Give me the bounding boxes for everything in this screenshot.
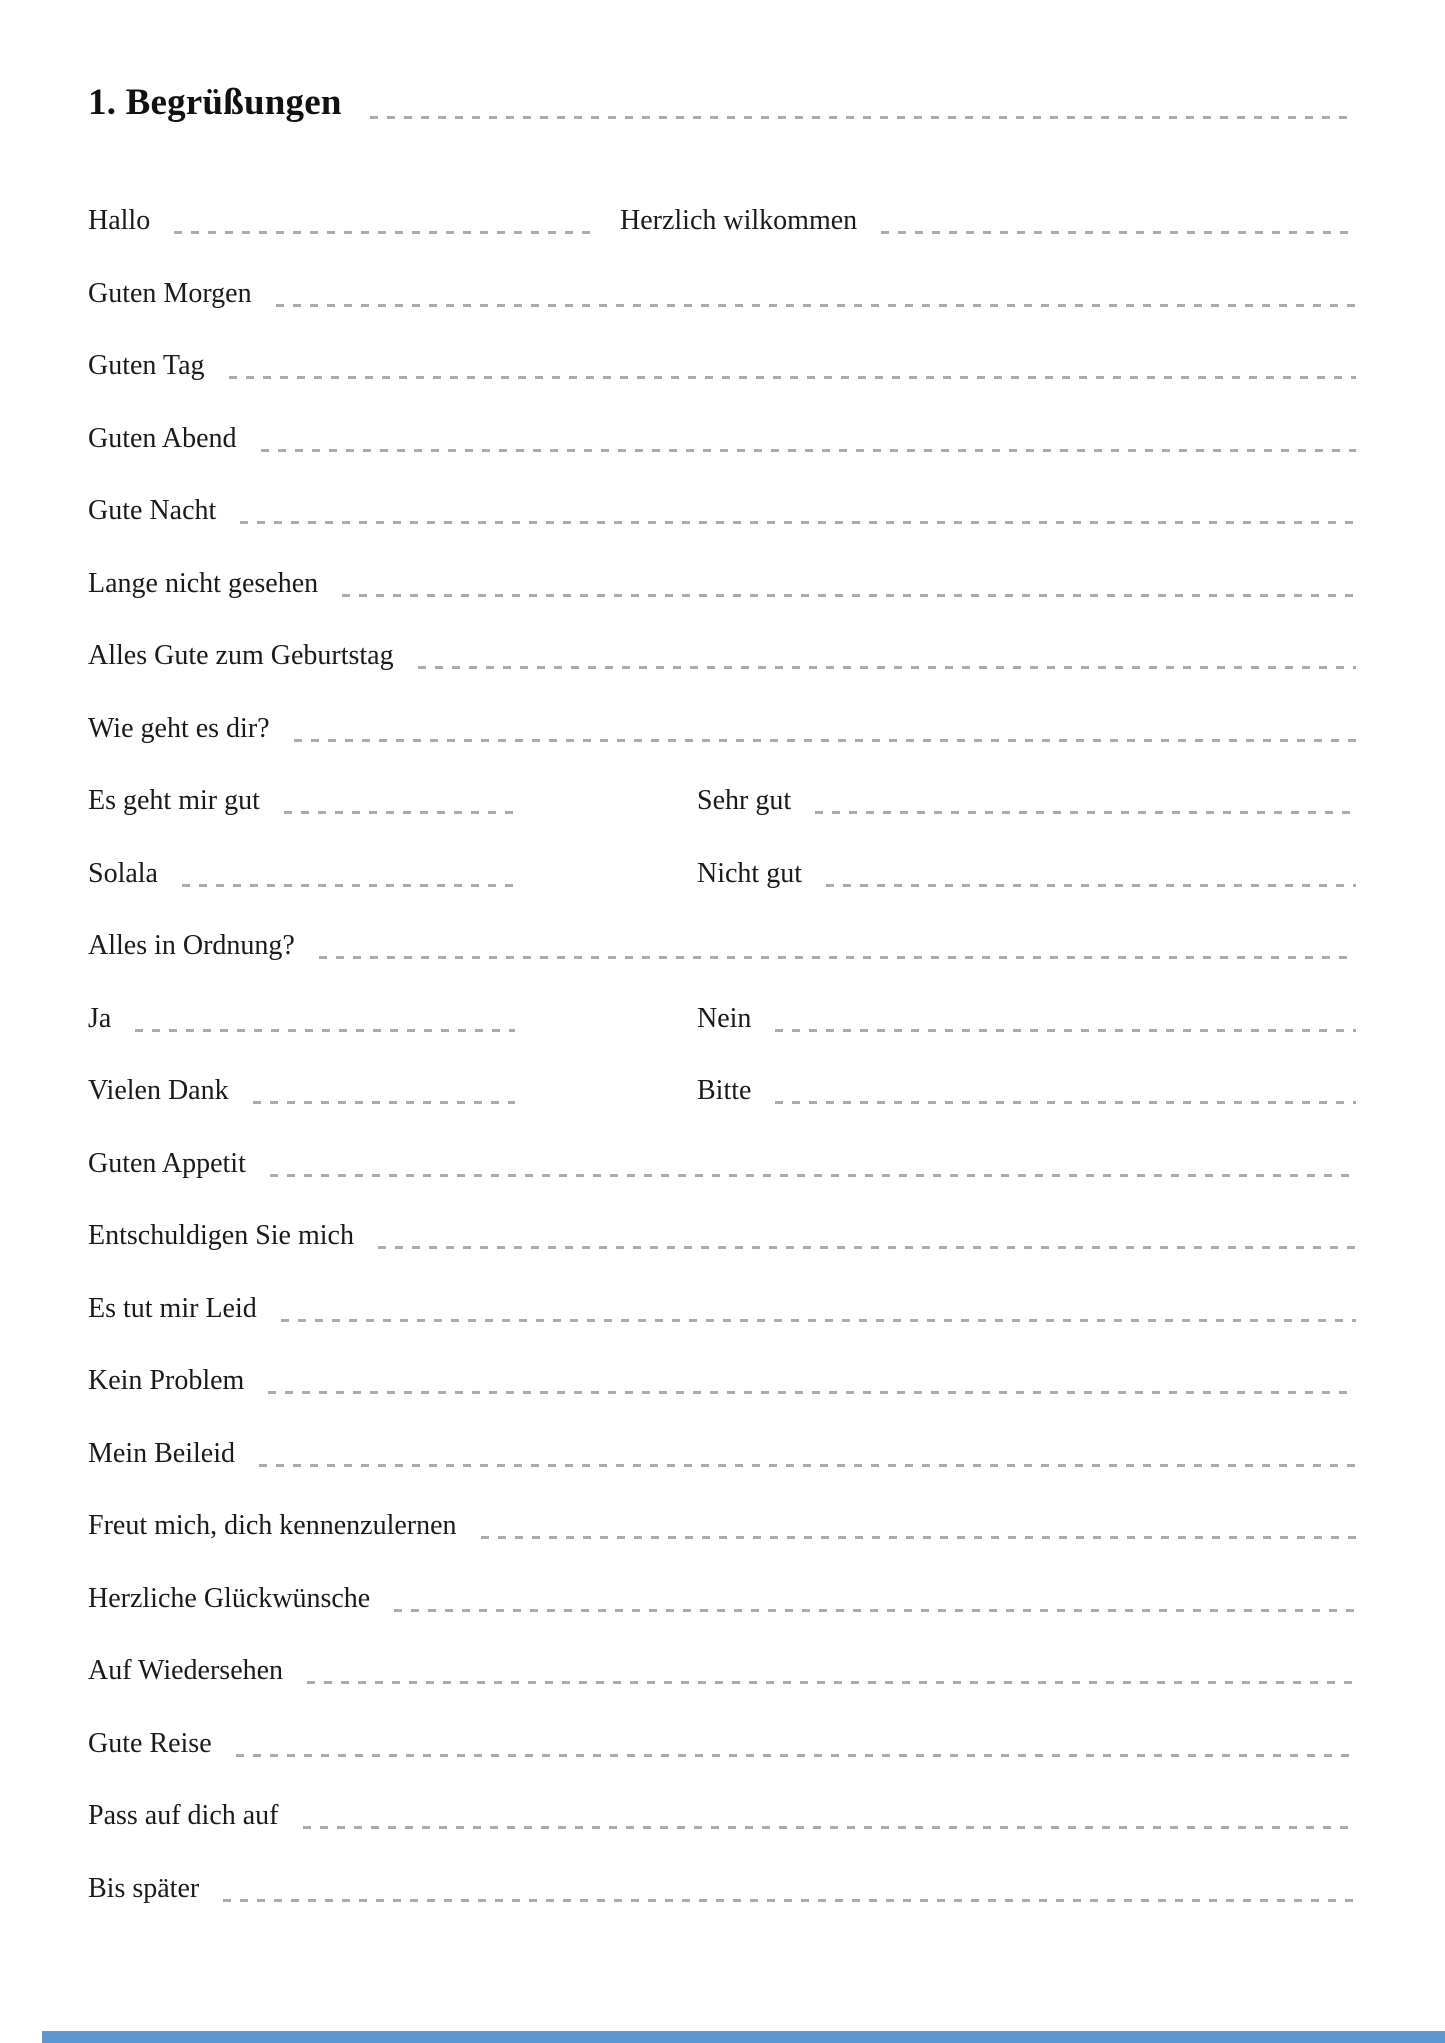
phrase-label: Herzliche Glückwünsche — [88, 1582, 371, 1614]
phrase-row — [88, 1362, 1358, 1399]
phrase-cell-right — [697, 1000, 1358, 1037]
section-header — [88, 80, 1358, 126]
phrase-label: Kein Problem — [88, 1365, 245, 1396]
answer-line — [418, 666, 1356, 669]
next-section-bar — [42, 2031, 1445, 2043]
phrase-row — [88, 1507, 1358, 1544]
phrase-row — [88, 637, 1358, 674]
phrase-row — [88, 492, 1358, 529]
answer-line — [303, 1826, 1356, 1829]
phrase-row — [88, 1435, 1358, 1472]
phrase-row — [88, 1290, 1358, 1327]
phrase-row — [88, 1000, 1358, 1037]
phrase-label: Es geht mir gut — [88, 785, 260, 816]
phrase-label: Gute Reise — [88, 1727, 212, 1759]
phrase-row — [88, 1797, 1358, 1834]
phrase-cell-left — [88, 1000, 517, 1037]
answer-line — [261, 449, 1356, 452]
phrase-label: Wie geht es dir? — [88, 712, 270, 744]
phrase-label: Herzlich wilkommen — [620, 205, 858, 236]
phrase-row — [88, 565, 1358, 602]
phrase-label: Guten Tag — [88, 350, 205, 381]
phrase-row — [88, 1217, 1358, 1254]
answer-line — [394, 1609, 1356, 1612]
answer-line — [284, 811, 515, 814]
answer-line — [135, 1029, 515, 1032]
phrase-cell-left — [88, 782, 517, 819]
answer-line — [268, 1391, 1356, 1394]
phrase-label: Bitte — [697, 1075, 752, 1106]
answer-line — [276, 304, 1356, 307]
answer-line — [881, 231, 1356, 234]
answer-line — [481, 1536, 1356, 1539]
phrase-row — [88, 1725, 1358, 1762]
answer-line — [236, 1754, 1356, 1757]
phrase-label: Ja — [88, 1002, 112, 1034]
phrase-row — [88, 420, 1358, 457]
phrase-label: Sehr gut — [697, 785, 792, 816]
phrase-cell-right — [697, 855, 1358, 892]
answer-line — [378, 1246, 1356, 1249]
phrase-label: Nicht gut — [697, 857, 802, 889]
answer-line — [826, 884, 1356, 887]
phrase-label: Bis später — [88, 1872, 200, 1904]
answer-line — [229, 376, 1357, 379]
answer-line — [174, 231, 593, 234]
answer-line — [240, 521, 1356, 524]
answer-line — [182, 884, 515, 887]
phrase-label: Guten Appetit — [88, 1147, 246, 1179]
answer-line — [319, 956, 1356, 959]
answer-line — [294, 739, 1356, 742]
phrase-cell-right — [697, 782, 1358, 819]
phrase-row — [88, 710, 1358, 747]
phrase-cell-right — [697, 1072, 1358, 1109]
answer-line — [270, 1174, 1356, 1177]
phrase-cell-left — [88, 1072, 517, 1109]
answer-line — [307, 1681, 1356, 1684]
answer-line — [775, 1101, 1356, 1104]
phrase-cell-right — [620, 202, 1358, 239]
phrase-label: Freut mich, dich kennenzulernen — [88, 1510, 457, 1541]
phrase-label: Mein Beileid — [88, 1437, 235, 1469]
phrase-cell-left — [88, 202, 595, 239]
answer-line — [223, 1899, 1356, 1902]
answer-line — [281, 1319, 1356, 1322]
phrase-row — [88, 1145, 1358, 1182]
phrase-row — [88, 927, 1358, 964]
phrase-label: Guten Abend — [88, 422, 237, 454]
phrase-label: Nein — [697, 1002, 752, 1034]
phrase-label: Auf Wiedersehen — [88, 1655, 284, 1686]
answer-line — [775, 1029, 1356, 1032]
phrase-label: Alles in Ordnung? — [88, 930, 295, 961]
phrase-row — [88, 1580, 1358, 1617]
title-dotted-line — [370, 116, 1356, 119]
phrase-row — [88, 202, 1358, 239]
answer-line — [815, 811, 1356, 814]
phrase-row — [88, 1652, 1358, 1689]
phrase-label: Entschuldigen Sie mich — [88, 1220, 354, 1251]
phrase-row — [88, 347, 1358, 384]
phrase-row — [88, 782, 1358, 819]
answer-line — [342, 594, 1356, 597]
phrase-row — [88, 855, 1358, 892]
phrase-cell-left — [88, 855, 517, 892]
phrase-label: Lange nicht gesehen — [88, 567, 319, 599]
phrase-row — [88, 275, 1358, 312]
answer-line — [253, 1101, 515, 1104]
phrase-label: Es tut mir Leid — [88, 1292, 257, 1324]
phrase-row — [88, 1870, 1358, 1907]
phrase-label: Solala — [88, 857, 158, 889]
page-title: 1. Begrüßungen — [88, 82, 342, 123]
phrase-list — [88, 202, 1358, 1907]
phrase-label: Alles Gute zum Geburtstag — [88, 640, 394, 671]
phrase-label: Vielen Dank — [88, 1075, 229, 1106]
phrase-label: Pass auf dich auf — [88, 1800, 279, 1831]
phrase-row — [88, 1072, 1358, 1109]
phrase-label: Hallo — [88, 205, 151, 236]
phrase-label: Guten Morgen — [88, 277, 252, 309]
answer-line — [259, 1464, 1356, 1467]
phrase-label: Gute Nacht — [88, 495, 217, 526]
